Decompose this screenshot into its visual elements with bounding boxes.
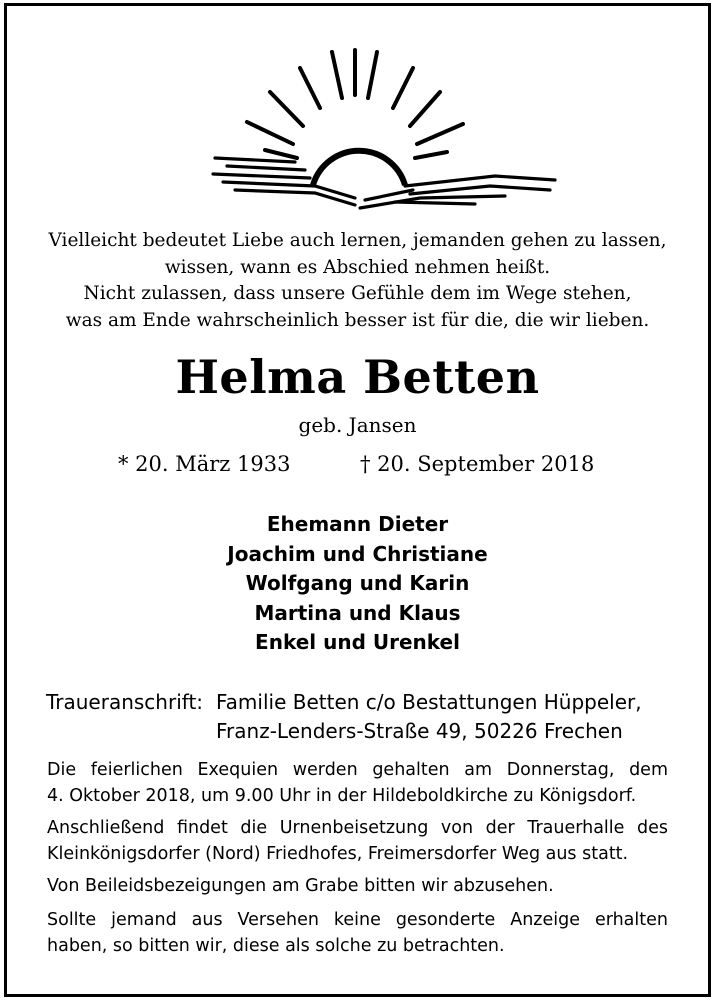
address-label: Traueranschrift: [46,690,204,714]
paragraph-line: Kleinkönigsdorfer (Nord) Friedhofes, Freimersdorfer Weg aus statt. [47,844,629,864]
deceased-name: Helma Betten [175,350,540,404]
family-member: Ehemann Dieter [266,512,449,536]
family-member: Joachim und Christiane [227,541,488,566]
paragraph-line: Die feierlichen Exequien werden gehalten am Donnerstag, dem [47,760,668,780]
address-line-1: Familie Betten c/o Bestattungen Hüppeler, [216,690,642,714]
exequien-paragraph [47,757,668,809]
quote-line: Vielleicht bedeutet Liebe auch lernen, jemanden gehen zu lassen, [48,230,667,251]
quote-line: wissen, wann es Abschied nehmen heißt. [164,256,551,278]
quote-line: Nicht zulassen, dass unsere Gefühle dem im Wege stehen, [83,283,632,304]
birth-date: * 20. März 1933 [118,452,291,476]
paragraph-line: Anschließend findet die Urnenbeisetzung von der Trauerhalle des [47,818,668,838]
address-line-2: Franz-Lenders-Straße 49, 50226 Frechen [216,719,623,743]
family-member: Wolfgang und Karin [245,571,470,595]
paragraph-line: 4. Oktober 2018, um 9.00 Uhr in der Hildeboldkirche zu Königsdorf. [47,786,637,806]
paragraph-line: haben, so bitten wir, diese als solche zu betrachten. [47,936,505,956]
family-list [0,510,715,658]
family-member: Martina und Klaus [254,600,461,625]
paragraph-line: Sollte jemand aus Versehen keine gesonderte Anzeige erhalten [47,910,668,930]
maiden-name: geb. Jansen [298,413,417,437]
sunset-icon [205,40,565,220]
paragraph-line: Von Beileidsbezeigungen am Grabe bitten wir abzusehen. [47,876,554,896]
urn-burial-paragraph [47,815,668,867]
quote-line: was am Ende wahrscheinlich besser ist für die, die wir lieben. [65,309,650,331]
condolence-paragraph [47,873,668,899]
notice-paragraph [47,907,668,959]
death-date: † 20. September 2018 [360,452,595,476]
memorial-quote [30,228,685,334]
family-member: Enkel und Urenkel [255,630,460,654]
